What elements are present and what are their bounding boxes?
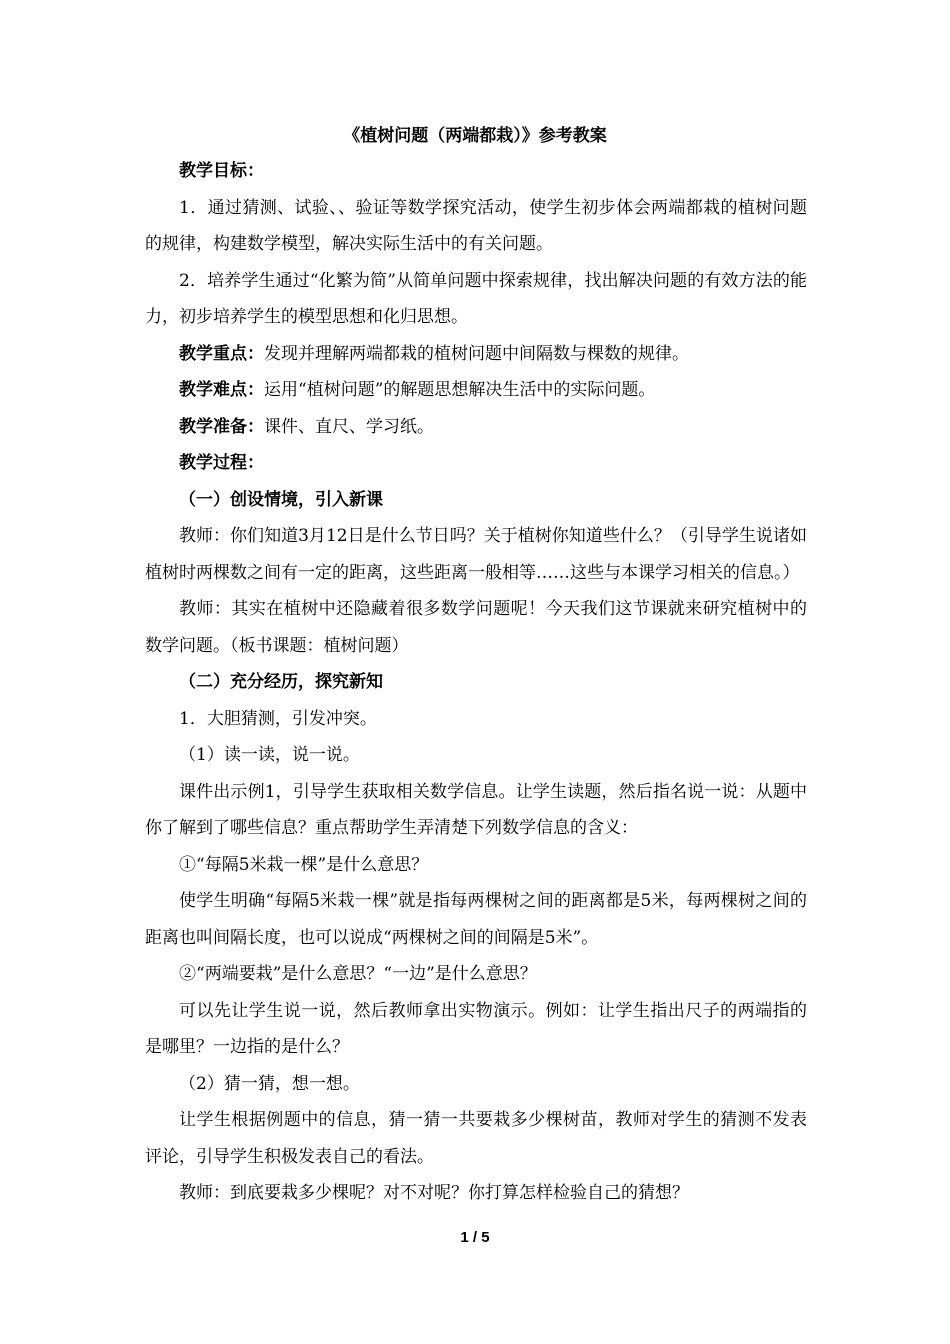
- difficulty-text: 运用“植树问题”的解题思想解决生活中的实际问题。: [264, 380, 656, 400]
- paragraph-1: 教师：你们知道3月12日是什么节日吗？关于植树你知道些什么？（引导学生说诸如植树时两棵数之间有一定的距离，这些距离一般相等……这些与本课学习相关的信息。）: [145, 526, 807, 583]
- question-2: ②“两端要栽”是什么意思？“一边”是什么意思？: [179, 964, 537, 984]
- preparation-text: 课件、直尺、学习纸。: [264, 416, 434, 437]
- difficulty-paragraph: [145, 372, 807, 409]
- paragraph-2: 教师：其实在植树中还隐藏着很多数学问题呢！今天我们这节课就来研究植树中的数学问题。（板书课题：植树问题）: [145, 599, 807, 656]
- paragraph-7: 教师：到底要栽多少棵呢？对不对呢？你打算怎样检验自己的猜想？: [179, 1183, 689, 1203]
- paragraph-5: 可以先让学生说一说，然后教师拿出实物演示。例如：让学生指出尺子的两端指的是哪里？一边指的是什么？: [145, 1000, 807, 1057]
- difficulty-label: 教学难点：: [179, 380, 264, 400]
- key-point-text: 发现并理解两端都栽的植树问题中间隔数与棵数的规律。: [264, 343, 689, 364]
- preparation-label: 教学准备：: [179, 416, 264, 437]
- goal-item-2: 2．培养学生通过“化繁为简”从简单问题中探索规律，找出解决问题的有效方法的能力，初步培养学生的模型思想和化归思想。: [145, 270, 807, 327]
- preparation-paragraph: [145, 409, 807, 446]
- section-1-heading: （一）创设情境，引入新课: [179, 489, 383, 510]
- key-point-paragraph: [145, 336, 807, 373]
- document-title: 《植树问题（两端都栽）》参考教案: [343, 126, 607, 146]
- key-point-label: 教学重点：: [179, 343, 264, 364]
- page-number: 1 / 5: [460, 1229, 490, 1246]
- goals-heading: 教学目标：: [179, 161, 264, 181]
- goal-item-1: 1．通过猜测、试验、、验证等数学探究活动，使学生初步体会两端都栽的植树问题的规律，构建数学模型，解决实际生活中的有关问题。: [145, 197, 807, 254]
- sub-step-1: （1）读一读，说一说。: [179, 745, 360, 765]
- sub-step-2: （2）猜一猜，想一想。: [179, 1073, 360, 1094]
- paragraph-4: 使学生明确“每隔5米栽一棵”就是指每两棵树之间的距离都是5米，每两棵树之间的距离也叫间隔长度，也可以说成“两棵树之间的间隔是5米”。: [145, 891, 807, 948]
- document-body: [145, 153, 807, 1212]
- paragraph-6: 让学生根据例题中的信息，猜一猜一共要栽多少棵树苗，教师对学生的猜测不发表评论，引导学生积极发表自己的看法。: [145, 1110, 807, 1167]
- step-1: 1．大胆猜测，引发冲突。: [179, 708, 377, 729]
- question-1: ①“每隔5米栽一棵”是什么意思？: [179, 854, 429, 875]
- section-2-heading: （二）充分经历，探究新知: [179, 672, 383, 692]
- paragraph-3: 课件出示例1，引导学生获取相关数学信息。让学生读题，然后指名说一说：从题中你了解到了哪些信息？重点帮助学生弄清楚下列数学信息的含义：: [145, 781, 807, 838]
- process-heading: 教学过程：: [179, 453, 264, 473]
